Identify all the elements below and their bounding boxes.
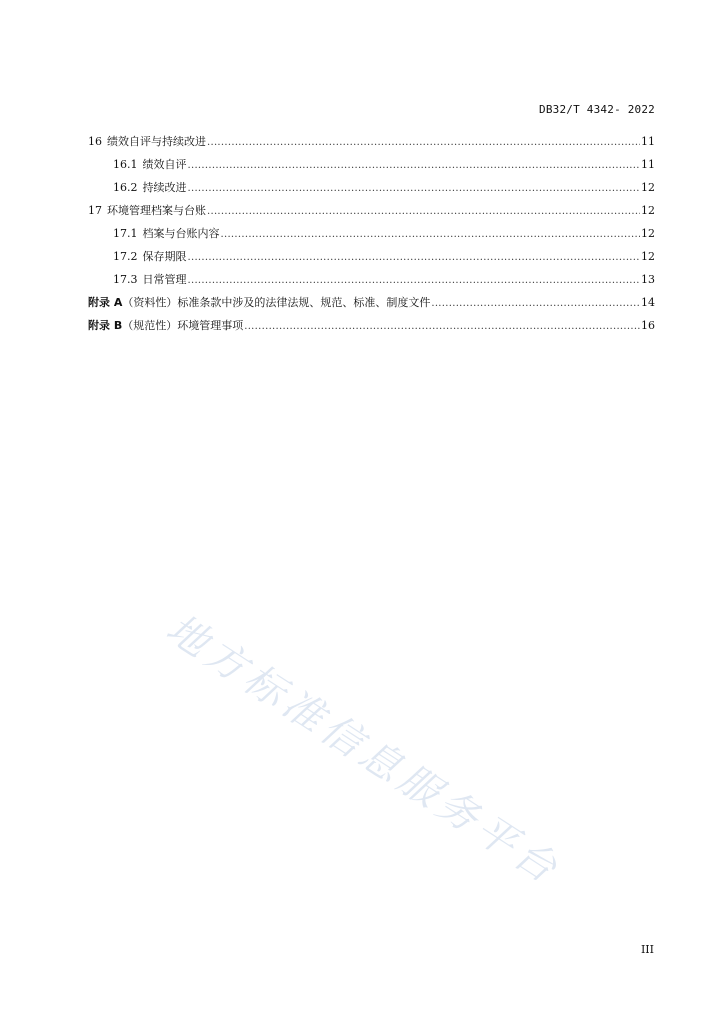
toc-entry-number: 16.1 (113, 158, 138, 171)
toc-entry-label (88, 291, 431, 314)
toc-entry-title: （资料性）标准条款中涉及的法律法规、规范、标准、制度文件 (122, 296, 431, 309)
toc-leader-dots (207, 200, 640, 223)
toc-entry-label (88, 130, 207, 153)
toc-leader-dots (188, 177, 641, 200)
toc-entry-number: 17.3 (113, 273, 138, 286)
toc-entry-label (113, 268, 188, 291)
toc-entry-page: 12 (641, 250, 655, 263)
toc-entry-17-1[interactable] (88, 222, 655, 245)
table-of-contents (88, 130, 655, 337)
toc-entry-page: 12 (641, 227, 655, 240)
toc-entry-title: 绩效自评与持续改进 (107, 135, 206, 148)
toc-entry-17-2[interactable] (88, 245, 655, 268)
watermark: 地方标准信息服务平台 (158, 605, 569, 895)
toc-entry-title: 环境管理档案与台账 (107, 204, 206, 217)
toc-entry-page: 14 (641, 296, 655, 309)
toc-entry-title: 绩效自评 (142, 158, 187, 171)
toc-entry-page: 11 (641, 158, 655, 171)
toc-entry-number: 16 (88, 135, 102, 148)
toc-entry-title: 日常管理 (142, 273, 187, 286)
page-number: III (640, 943, 654, 956)
toc-entry-title: 持续改进 (142, 181, 187, 194)
toc-entry-label (88, 314, 244, 337)
toc-entry-label (113, 176, 188, 199)
toc-entry-17[interactable] (88, 199, 655, 222)
toc-entry-label (113, 245, 188, 268)
toc-leader-dots (188, 154, 641, 177)
toc-entry-page: 13 (641, 273, 655, 286)
toc-entry-number: 17 (88, 204, 102, 217)
toc-entry-title: （规范性）环境管理事项 (122, 319, 244, 332)
toc-entry-annex-b[interactable] (88, 314, 655, 337)
toc-leader-dots (244, 315, 640, 338)
toc-leader-dots (188, 246, 641, 269)
toc-leader-dots (431, 292, 640, 315)
toc-leader-dots (188, 269, 641, 292)
toc-annex-tag: 附录 A (88, 296, 123, 309)
toc-entry-label (88, 199, 207, 222)
toc-entry-page: 12 (641, 181, 655, 194)
toc-entry-page: 16 (641, 319, 655, 332)
toc-leader-dots (221, 223, 641, 246)
toc-entry-page: 12 (641, 204, 655, 217)
toc-entry-16[interactable] (88, 130, 655, 153)
toc-entry-title: 档案与台账内容 (142, 227, 220, 240)
toc-entry-16-1[interactable] (88, 153, 655, 176)
document-code: DB32/T 4342- 2022 (539, 103, 655, 116)
toc-entry-page: 11 (641, 135, 655, 148)
toc-entry-number: 16.2 (113, 181, 138, 194)
toc-entry-number: 17.1 (113, 227, 138, 240)
toc-entry-label (113, 153, 188, 176)
toc-entry-number: 17.2 (113, 250, 138, 263)
toc-entry-annex-a[interactable] (88, 291, 655, 314)
toc-entry-label (113, 222, 221, 245)
toc-entry-16-2[interactable] (88, 176, 655, 199)
toc-leader-dots (207, 131, 640, 154)
toc-entry-title: 保存期限 (142, 250, 187, 263)
toc-annex-tag: 附录 B (88, 319, 123, 332)
toc-entry-17-3[interactable] (88, 268, 655, 291)
